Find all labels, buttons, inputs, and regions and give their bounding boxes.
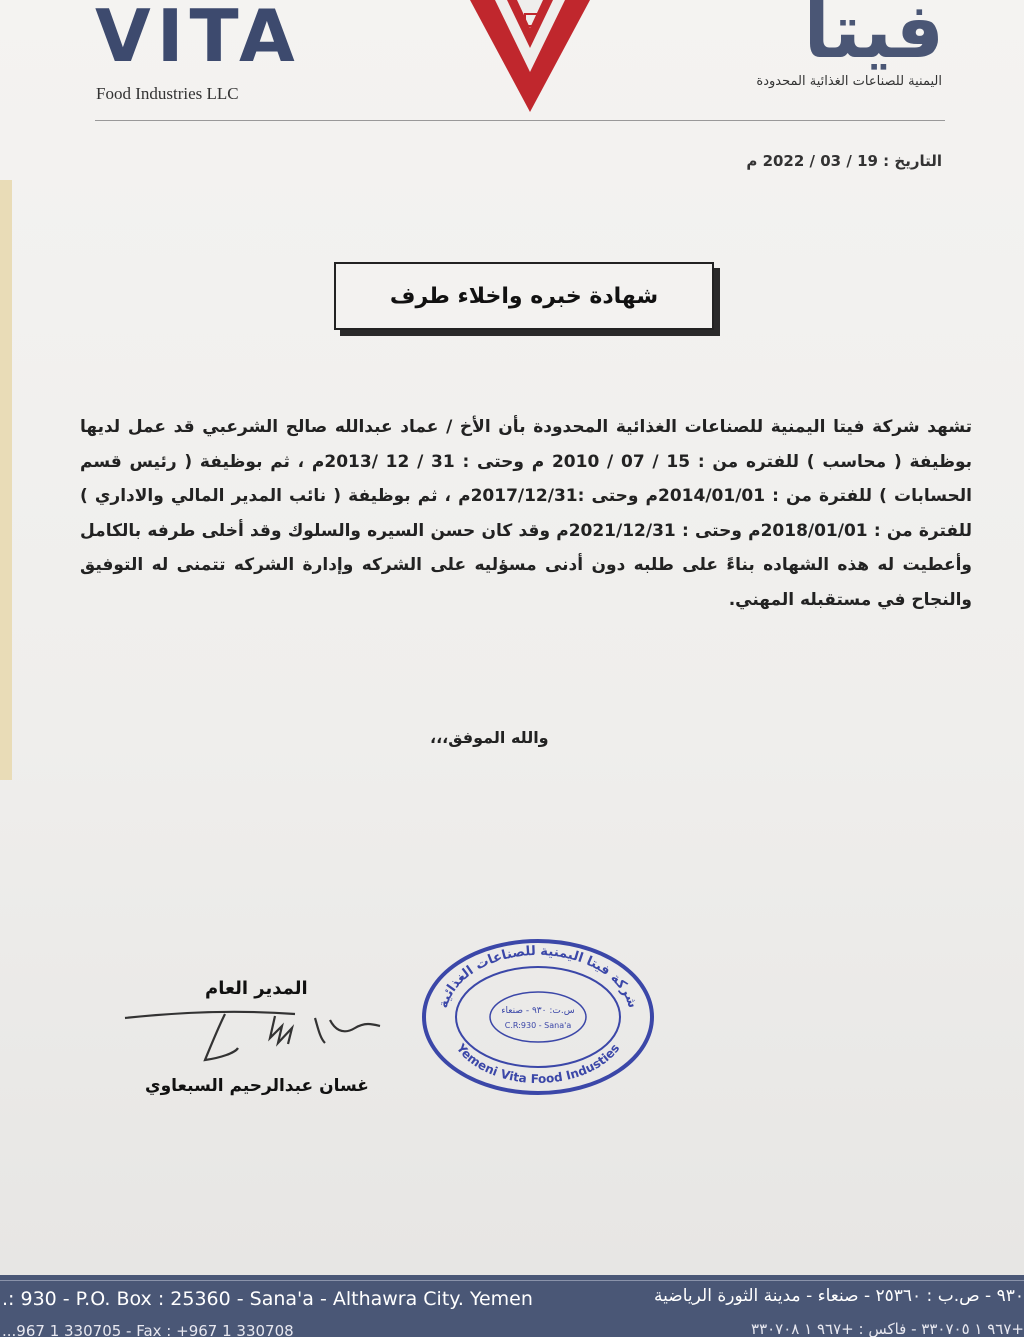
- stamp-english-text: Yemeni Vita Food Industies: [453, 1041, 623, 1087]
- handwritten-signature: [120, 998, 390, 1072]
- company-name-arabic: اليمنية للصناعات الغذائية المحدودة: [756, 74, 942, 89]
- stamp-arabic-text: شركة فيتا اليمنية للصناعات الغذائية: [436, 943, 641, 1011]
- date-line: [746, 152, 942, 170]
- certificate-body: تشهد شركة فيتا اليمنية للصناعات الغذائية المحدودة بأن الأخ / عماد عبدالله صالح الشرعبي قد عمل لديها بوظيفة ( محاسب ) للفتره من : 15 / 07 / 2010 م وحتى : 31 / 12 /2013م ، ثم بوظيفة ( رئيس قسم الحسابات ) للفترة من : 2014/01/01م وحتى :2017/12/31م ، ثم بوظيفة ( نائب المدير المالي والاداري ) للفترة من : 2018/01/01م وحتى : 2021/12/31م وقد كان حسن السيره والسلوك وقد أخلى طرفه بالكامل وأعطيت له هذه الشهاده بناءً على طلبه دون أدنى مسؤليه على الشركه وإدارة الشركه تتمنى له التوفيق والنجاح في مستقبله المهني.: [80, 417, 973, 610]
- background-paper-edge: [0, 180, 12, 780]
- svg-text:شركة فيتا اليمنية للصناعات الغ: [436, 944, 640, 1010]
- vita-arabic-logo: فيتا: [803, 0, 944, 75]
- company-stamp-icon: [418, 935, 658, 1104]
- company-name-latin: Food Industries LLC: [96, 84, 239, 103]
- date-label: التاريخ :: [883, 152, 942, 170]
- footer-phone-arabic: +٩٦٧ ١ ٣٣٠٧٠٥ - فاكس : +٩٦٧ ١ ٣٣٠٧٠٨: [751, 1320, 1024, 1337]
- footer-divider: [0, 1280, 1024, 1281]
- stamp-inner-arabic: س.ت: ٩٣٠ - صنعاء: [501, 1006, 575, 1016]
- footer-address-arabic: ٩٣٠ - ص.ب : ٢٥٣٦٠ - صنعاء - مدينة الثورة الرياضية: [654, 1286, 1024, 1306]
- signatory-name: غسان عبدالرحيم السبعاوي: [145, 1076, 369, 1096]
- signatory-title: المدير العام: [205, 978, 308, 999]
- date-value: 19 / 03 / 2022 م: [746, 152, 878, 170]
- certificate-title: شهادة خبره واخلاء طرف: [389, 283, 659, 309]
- vita-latin-logo: VITA: [95, 0, 301, 78]
- vita-v-emblem-icon: [465, 0, 595, 119]
- closing-phrase: والله الموفق،،،: [430, 728, 549, 747]
- footer-phone-latin: ...967 1 330705 - Fax : +967 1 330708: [2, 1322, 294, 1337]
- svg-text:Yemeni Vita Food Industies: [453, 1040, 622, 1086]
- title-box: [334, 262, 714, 330]
- header-divider: [95, 120, 945, 121]
- footer-address-latin: .: 930 - P.O. Box : 25360 - Sana'a - Althawra City. Yemen: [2, 1288, 533, 1310]
- stamp-inner-latin: C.R:930 - Sana'a: [504, 1021, 572, 1030]
